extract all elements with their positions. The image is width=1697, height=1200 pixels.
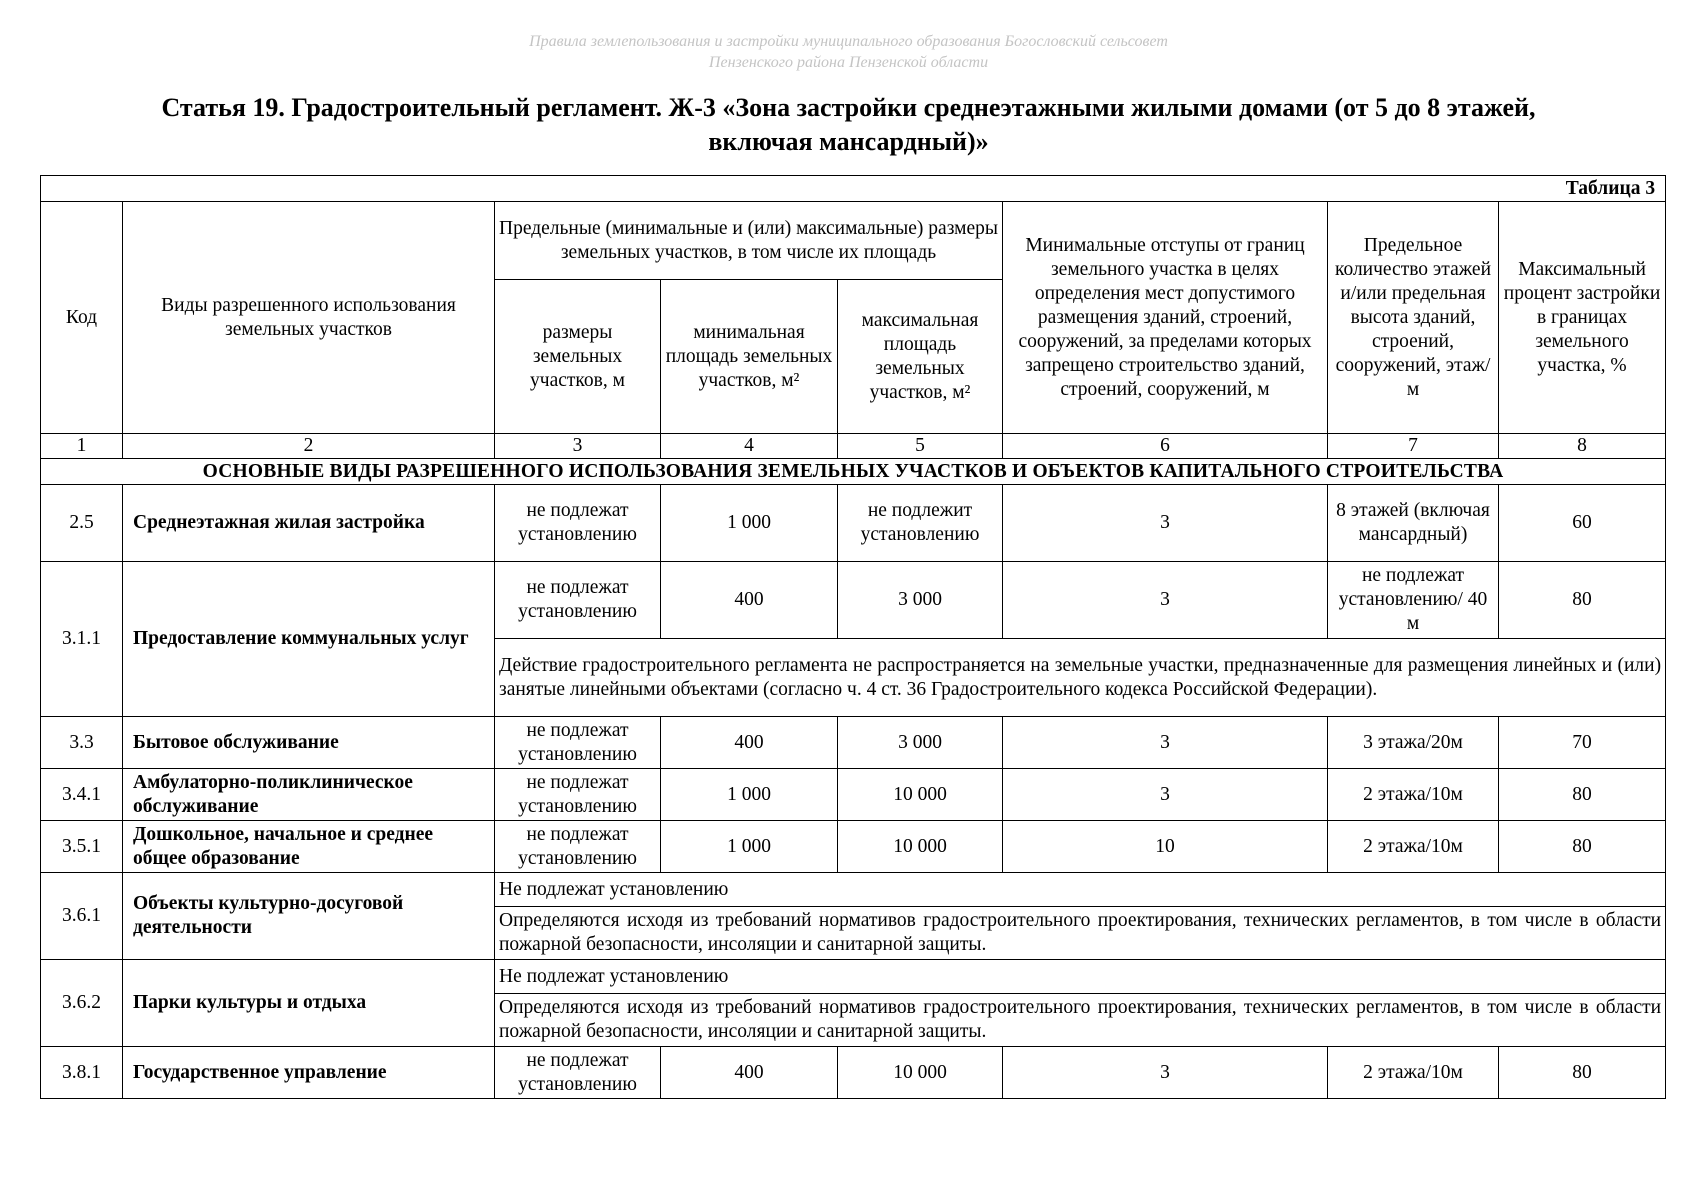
- column-number: 2: [123, 434, 495, 459]
- section-heading: ОСНОВНЫЕ ВИДЫ РАЗРЕШЕННОГО ИСПОЛЬЗОВАНИЯ ЗЕМЕЛЬНЫХ УЧАСТКОВ И ОБЪЕКТОВ КАПИТАЛЬНОГО СТРОИТЕЛЬСТВА: [41, 459, 1666, 485]
- cell-sizes: не подлежат установлению: [495, 769, 661, 821]
- cell-coverage: 60: [1499, 485, 1666, 562]
- cell-not-set: Не подлежат установлению: [495, 873, 1666, 907]
- cell-not-set: Не подлежат установлению: [495, 960, 1666, 994]
- cell-max-area: 3 000: [838, 717, 1003, 769]
- column-number: 7: [1328, 434, 1499, 459]
- cell-requirements: Определяются исходя из требований нормативов градостроительного проектирования, технических регламентов, в том числе в области пожарной безопасности, инсоляции и санитарной защиты.: [495, 994, 1666, 1047]
- cell-use: Государственное управление: [123, 1047, 495, 1099]
- cell-use: Амбулаторно-поликлиническое обслуживание: [123, 769, 495, 821]
- cell-max-area: 10 000: [838, 769, 1003, 821]
- column-number: 3: [495, 434, 661, 459]
- cell-coverage: 80: [1499, 769, 1666, 821]
- header-min-area: минимальная площадь земельных участков, м²: [661, 280, 838, 434]
- column-number: 1: [41, 434, 123, 459]
- table-row: [41, 960, 1666, 994]
- header-coverage: Максимальный процент застройки в границах земельного участка, %: [1499, 202, 1666, 434]
- cell-setback: 3: [1003, 717, 1328, 769]
- header-code: Код: [41, 202, 123, 434]
- cell-code: 3.6.1: [41, 873, 123, 960]
- running-header-line-1: Правила землепользования и застройки муниципального образования Богословский сельсовет: [529, 33, 1168, 50]
- table-row: [41, 1047, 1666, 1099]
- column-number: 4: [661, 434, 838, 459]
- cell-floors: не подлежат установлению/ 40 м: [1328, 562, 1499, 639]
- cell-setback: 3: [1003, 769, 1328, 821]
- cell-use: Бытовое обслуживание: [123, 717, 495, 769]
- cell-use: Предоставление коммунальных услуг: [123, 562, 495, 717]
- cell-use: Дошкольное, начальное и среднее общее образование: [123, 821, 495, 873]
- table-row: [41, 769, 1666, 821]
- cell-max-area: 10 000: [838, 821, 1003, 873]
- cell-min-area: 1 000: [661, 821, 838, 873]
- cell-min-area: 1 000: [661, 769, 838, 821]
- cell-sizes: не подлежат установлению: [495, 1047, 661, 1099]
- cell-coverage: 70: [1499, 717, 1666, 769]
- article-title-line-2: включая мансардный)»: [708, 127, 989, 156]
- regulation-table: [40, 175, 1666, 1099]
- cell-use: Объекты культурно-досуговой деятельности: [123, 873, 495, 960]
- cell-code: 3.8.1: [41, 1047, 123, 1099]
- header-floors: Предельное количество этажей и/или предельная высота зданий, строений, сооружений, этаж/м: [1328, 202, 1499, 434]
- table-row: [41, 821, 1666, 873]
- cell-floors: 2 этажа/10м: [1328, 821, 1499, 873]
- article-title-line-1: Статья 19. Градостроительный регламент. Ж-3 «Зона застройки среднеэтажными жилыми домами (от 5 до 8 этажей,: [161, 93, 1536, 122]
- cell-sizes: не подлежат установлению: [495, 485, 661, 562]
- running-header-line-2: Пензенского района Пензенской области: [708, 54, 989, 71]
- table-row: [41, 717, 1666, 769]
- cell-floors: 3 этажа/20м: [1328, 717, 1499, 769]
- header-limits: Предельные (минимальные и (или) максимальные) размеры земельных участков, в том числе их площадь: [495, 202, 1003, 280]
- cell-max-area: 10 000: [838, 1047, 1003, 1099]
- header-setbacks: Минимальные отступы от границ земельного участка в целях определения мест допустимого размещения зданий, строений, сооружений, за пределами которых запрещено строительство зданий, строений, сооружений, м: [1003, 202, 1328, 434]
- table-row: [41, 562, 1666, 639]
- column-number-row: [41, 434, 1666, 459]
- header-sizes: размеры земельных участков, м: [495, 280, 661, 434]
- cell-requirements: Определяются исходя из требований нормативов градостроительного проектирования, технических регламентов, в том числе в области пожарной безопасности, инсоляции и санитарной защиты.: [495, 907, 1666, 960]
- cell-setback: 3: [1003, 1047, 1328, 1099]
- cell-setback: 3: [1003, 562, 1328, 639]
- cell-sizes: не подлежат установлению: [495, 562, 661, 639]
- cell-coverage: 80: [1499, 821, 1666, 873]
- column-number: 5: [838, 434, 1003, 459]
- cell-code: 3.1.1: [41, 562, 123, 717]
- header-use: Виды разрешенного использования земельных участков: [123, 202, 495, 434]
- table-row: [41, 873, 1666, 907]
- cell-code: 3.6.2: [41, 960, 123, 1047]
- column-number: 8: [1499, 434, 1666, 459]
- cell-floors: 8 этажей (включая мансардный): [1328, 485, 1499, 562]
- cell-sizes: не подлежат установлению: [495, 821, 661, 873]
- cell-sizes: не подлежат установлению: [495, 717, 661, 769]
- cell-code: 3.5.1: [41, 821, 123, 873]
- column-number: 6: [1003, 434, 1328, 459]
- cell-setback: 10: [1003, 821, 1328, 873]
- cell-setback: 3: [1003, 485, 1328, 562]
- cell-floors: 2 этажа/10м: [1328, 769, 1499, 821]
- cell-code: 3.4.1: [41, 769, 123, 821]
- cell-coverage: 80: [1499, 562, 1666, 639]
- cell-max-area: 3 000: [838, 562, 1003, 639]
- table-label: Таблица 3: [41, 176, 1666, 202]
- cell-floors: 2 этажа/10м: [1328, 1047, 1499, 1099]
- table-row: [41, 485, 1666, 562]
- cell-min-area: 400: [661, 1047, 838, 1099]
- cell-max-area: не подлежит установлению: [838, 485, 1003, 562]
- cell-min-area: 400: [661, 717, 838, 769]
- cell-use: Среднеэтажная жилая застройка: [123, 485, 495, 562]
- cell-code: 2.5: [41, 485, 123, 562]
- cell-coverage: 80: [1499, 1047, 1666, 1099]
- cell-note: Действие градостроительного регламента не распространяется на земельные участки, предназначенные для размещения линейных и (или) занятые линейными объектами (согласно ч. 4 ст. 36 Градостроительного кодекса Российской Федерации).: [495, 639, 1666, 717]
- running-header: [0, 31, 1697, 73]
- header-max-area: максимальная площадь земельных участков, м²: [838, 280, 1003, 434]
- cell-use: Парки культуры и отдыха: [123, 960, 495, 1047]
- cell-min-area: 1 000: [661, 485, 838, 562]
- article-title: [60, 91, 1637, 159]
- cell-min-area: 400: [661, 562, 838, 639]
- cell-code: 3.3: [41, 717, 123, 769]
